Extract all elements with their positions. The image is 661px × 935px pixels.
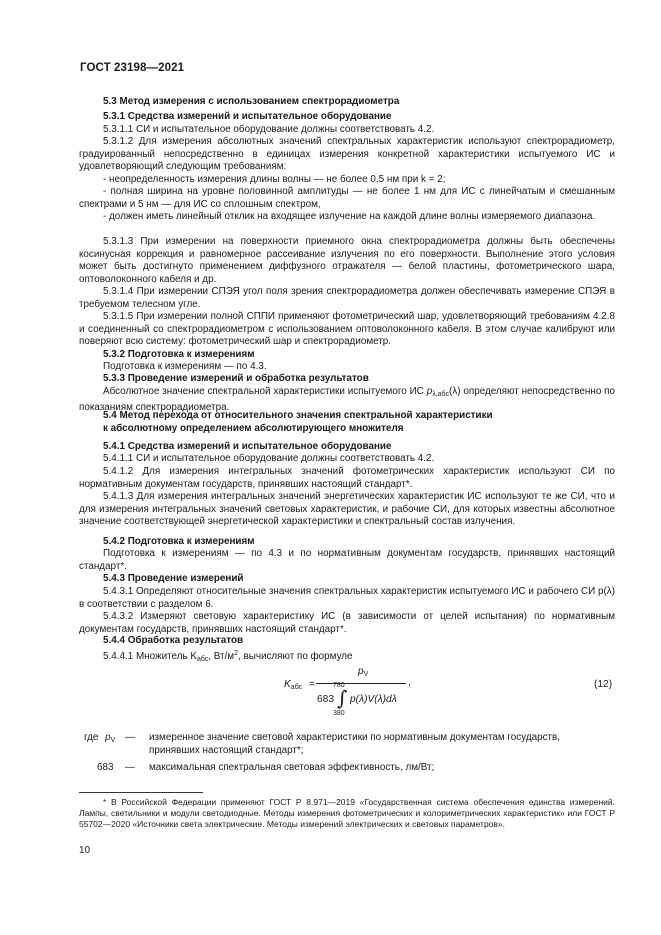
- paragraph-5-3-1-2: 5.3.1.2 Для измерения абсолютных значений спектральных характеристик используют спектрорадиометр, градуированный непосредственно в единицах измерения конкретной характеристики испытуемого ИС и удовлетворяющий следующим требованиям:: [79, 136, 615, 172]
- integrand: p(λ)V(λ)dλ: [350, 694, 397, 705]
- where-dash-2: —: [125, 762, 135, 773]
- paragraph-5-3-1-3: 5.3.1.3 При измерении на поверхности приемного окна спектрорадиометра должны быть обеспечены косинусная коррекция и равномерное рассеивание излучения по его поверхности. Выполнение этого условия может быть достигнуто применением диффузного отражателя — белой пластины, фотометрического шара, оптоволоконного кабеля и др.: [79, 236, 615, 285]
- paragraph-5-3-2: Подготовка к измерениям — по 4.3.: [103, 361, 267, 372]
- subsection-title-5-4-4: 5.4.4 Обработка результатов: [103, 635, 244, 646]
- paragraph-5-3-1-1: 5.3.1.1 СИ и испытательное оборудование должны соответствовать 4.2.: [103, 124, 435, 135]
- formula-number: (12): [594, 679, 613, 690]
- integral-sign: ∫: [337, 686, 348, 710]
- page-number: 10: [79, 845, 91, 856]
- subsection-title-5-3-1: 5.3.1 Средства измерений и испытательное оборудование: [103, 111, 392, 122]
- integral-lower-limit: 380: [333, 710, 345, 717]
- definition-2: максимальная спектральная световая эффективность, лм/Вт;: [149, 762, 435, 773]
- definition-1-line2: принявших настоящий стандарт*;: [149, 745, 304, 756]
- paragraph-5-3-1-5: 5.3.1.5 При измерении полной СППИ применяют фотометрический шар, удовлетворяющий требованиям 4.2.8 и соединенный со спектрорадиометром с использованием оптоволоконного кабеля. В этом случае калибруют или поверяют всю систему: фотометрический шар и спектрорадиометр.: [79, 311, 615, 347]
- paragraph-5-3-1-4: 5.3.1.4 При измерении СПЭЯ угол поля зрения спектрорадиометра должен обеспечивать измерение СПЭЯ в требуемом телесном угле.: [79, 286, 615, 310]
- paragraph-5-4-1-3: 5.4.1.3 Для измерения интегральных значений энергетических характеристик ИС используют те же СИ, что и для измерения интегральных значений световых характеристик, и рабочие СИ, для которых известны абсолютное значение соответствующей энергетической характеристики и спектральный состав излучения.: [79, 491, 615, 527]
- denominator-coefficient: 683: [317, 694, 334, 705]
- subsection-title-5-4-1: 5.4.1 Средства измерений и испытательное оборудование: [103, 441, 392, 452]
- where-intro: где $p_V$: [84, 732, 116, 744]
- footnote: * В Российской Федерации применяют ГОСТ Р 8.971—2019 «Государственная система обеспечения единства измерений. Лампы, светильники и модули светодиодные. Методы измерения фотометрических и колориметрических характеристик» или ГОСТ Р 55702—2020 «Источники света электрические. Методы измерений электрических и световых параметров».: [79, 797, 615, 829]
- fraction-bar: [316, 683, 406, 684]
- subsection-title-5-3-2: 5.3.2 Подготовка к измерениям: [103, 349, 255, 360]
- paragraph-5-3-3: Абсолютное значение спектральной характеристики испытуемого ИС $p_{\lambda,абс}(\lambda)$ определяют непосредственно по показаниям спектрорадиометра.: [79, 386, 616, 413]
- subsection-title-5-3-3: 5.3.3 Проведение измерений и обработка результатов: [103, 373, 369, 384]
- requirement-3: - должен иметь линейный отклик на входящее излучение на каждой длине волны измеряемого диапазона.: [103, 211, 596, 222]
- requirement-1: - неопределенность измерения длины волны — не более 0,5 нм при k = 2;: [103, 174, 446, 185]
- definition-1-line1: измеренное значение световой характеристики по нормативным документам государств,: [149, 732, 561, 743]
- where-dash-1: —: [125, 732, 135, 743]
- subsection-title-5-4-3: 5.4.3 Проведение измерений: [103, 573, 244, 584]
- section-title-5-3: 5.3 Метод измерения с использованием спектрорадиометра: [103, 96, 400, 107]
- section-title-5-4-line1: 5.4 Метод перехода от относительного значения спектральной характеристики: [103, 410, 493, 421]
- requirement-2: - полная ширина на уровне половинной амплитуды — не более 1 нм для ИС с линейчатым и смешанным спектрами и 5 нм — для ИС со сплошным спектром,: [79, 186, 615, 210]
- paragraph-5-4-4-1: 5.4.4.1 Множитель $K_{абс}$, $Вт/м^2$, вычисляют по формуле: [103, 650, 353, 663]
- standard-header: ГОСТ 23198—2021: [80, 62, 185, 74]
- paragraph-5-4-1-1: 5.4.1.1 СИ и испытательное оборудование должны соответствовать 4.2.: [103, 453, 435, 464]
- paragraph-5-4-1-2: 5.4.1.2 Для измерения интегральных значений фотометрических характеристик используют СИ по нормативным документам государств, принявших настоящий стандарт*.: [79, 466, 615, 490]
- integral-upper-limit: 780: [333, 682, 345, 689]
- formula-numerator: $p_V$: [358, 666, 369, 678]
- symbol-683: 683: [97, 762, 114, 773]
- symbol-p: p: [426, 386, 433, 397]
- section-title-5-4-line2: к абсолютному определением абсолютирующего множителя: [103, 423, 404, 434]
- formula-comma: ,: [408, 677, 411, 688]
- paragraph-5-4-2: Подготовка к измерениям — по 4.3 и по нормативным документам государств, принявших настоящий стандарт*.: [79, 548, 615, 572]
- footnote-separator: [79, 792, 203, 793]
- formula-lhs: $K_{абс}$ =: [284, 679, 315, 691]
- subsection-title-5-4-2: 5.4.2 Подготовка к измерениям: [103, 536, 255, 547]
- paragraph-5-4-3-1: 5.4.3.1 Определяют относительные значения спектральных характеристик испытуемого ИС и рабочего СИ p(λ) в соответствии с разделом 6.: [79, 586, 615, 610]
- paragraph-5-4-3-2: 5.4.3.2 Измеряют световую характеристику ИС (в зависимости от целей испытания) по нормативным документам государств, принявших настоящий стандарт*.: [79, 611, 615, 635]
